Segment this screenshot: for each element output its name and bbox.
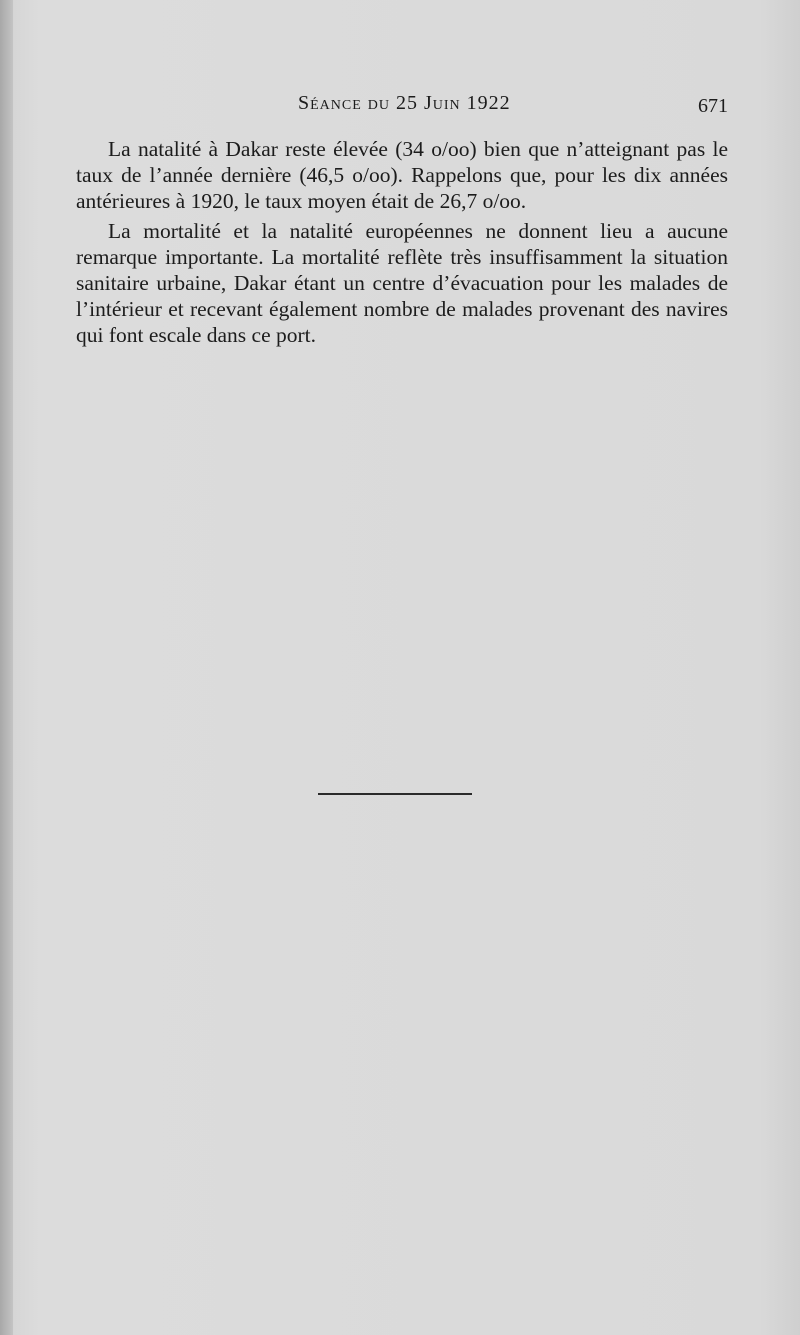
page-gutter-edge — [0, 0, 13, 1335]
section-end-rule — [318, 793, 472, 795]
paragraph-mortality: La mortalité et la natalité européennes ne donnent lieu a aucune remarque importante. La mortalité reflète très insuffisamment la situation sanitaire urbaine, Dakar étant un centre d’évacuation pour les malades de l’intérieur et recevant également nombre de malades provenant des navires qui font escale dans ce port. — [76, 219, 728, 347]
page-number: 671 — [698, 95, 728, 117]
paragraph-natality: La natalité à Dakar reste élevée (34 o/oo) bien que n’atteignant pas le taux de l’année dernière (46,5 o/oo). Rappelons que, pour les dix années antérieures à 1920, le taux moyen était de 26,7 o/oo. — [76, 137, 728, 213]
running-title: Séance du 25 Juin 1922 — [298, 92, 511, 114]
body-text — [76, 136, 728, 348]
page-header — [0, 92, 800, 122]
